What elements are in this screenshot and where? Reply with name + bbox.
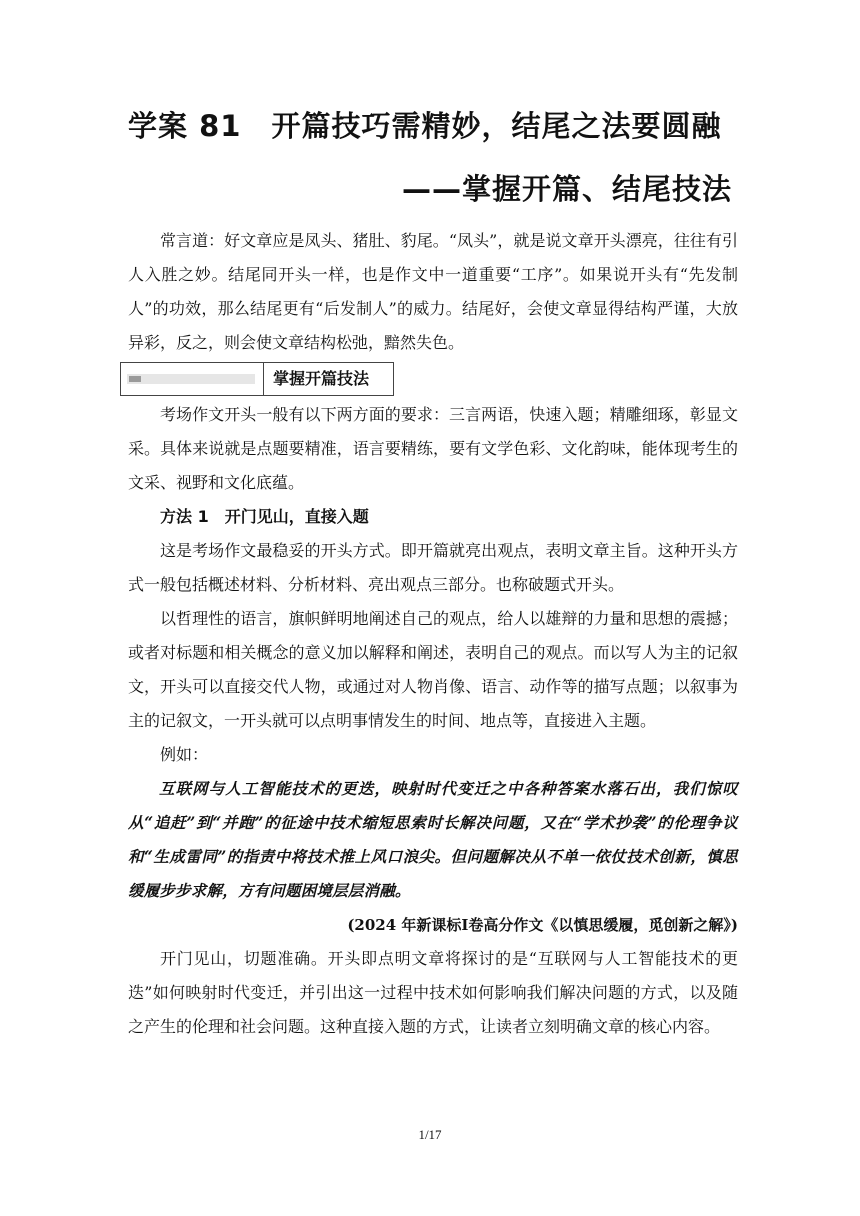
example-label: 例如：	[160, 745, 209, 764]
section-decor-bar	[127, 374, 255, 384]
page-subtitle: ——掌握开篇、结尾技法	[401, 172, 732, 206]
section-label: 掌握开篇技法	[273, 369, 370, 388]
document-body	[128, 224, 738, 1044]
method-paragraph-1: 这是考场作文最稳妥的开头方式。即开篇就亮出观点，表明文章主旨。这种开头方式一般包括概述材料、分析材料、亮出观点三部分。也称破题式开头。	[128, 541, 738, 594]
example-quote: 互联网与人工智能技术的更迭，映射时代变迁之中各种答案水落石出，我们惊叹从“追赶”到“并跑”的征途中技术缩短思索时长解决问题，又在“学术抄袭”的伦理争议和“生成雷同”的指责中将技术推上风口浪尖。但问题解决从不单一依仗技术创新，慎思缓履步步求解，方有问题困境层层消融。	[128, 779, 738, 900]
section-divider	[263, 363, 264, 395]
section-header	[120, 362, 394, 396]
example-source: (2024 年新课标Ⅰ卷高分作文《以慎思缓履，觅创新之解》)	[347, 916, 738, 934]
section-decor-mark	[129, 376, 141, 382]
page-title: 学案 81 开篇技巧需精妙，结尾之法要圆融	[128, 109, 722, 143]
method-paragraph-2: 以哲理性的语言，旗帜鲜明地阐述自己的观点，给人以雄辩的力量和思想的震撼；或者对标题和相关概念的意义加以解释和阐述，表明自己的观点。而以写人为主的记叙文，开头可以直接交代人物，或通过对人物肖像、语言、动作等的描写点题；以叙事为主的记叙文，一开头就可以点明事情发生的时间、地点等，直接进入主题。	[128, 609, 738, 730]
page-number: 1/17	[418, 1127, 442, 1142]
method-heading: 方法 1 开门见山，直接入题	[160, 507, 369, 526]
analysis-paragraph: 开门见山，切题准确。开头即点明文章将探讨的是“互联网与人工智能技术的更迭”如何映射时代变迁，并引出这一过程中技术如何影响我们解决问题的方式，以及随之产生的伦理和社会问题。这种直接入题的方式，让读者立刻明确文章的核心内容。	[128, 949, 738, 1036]
section-lead-paragraph: 考场作文开头一般有以下两方面的要求：三言两语，快速入题；精雕细琢，彰显文采。具体来说就是点题要精准，语言要精练，要有文学色彩、文化韵味，能体现考生的文采、视野和文化底蕴。	[128, 405, 738, 492]
intro-paragraph: 常言道：好文章应是凤头、猪肚、豹尾。“凤头”，就是说文章开头漂亮，往往有引人入胜之妙。结尾同开头一样，也是作文中一道重要“工序”。如果说开头有“先发制人”的功效，那么结尾更有“后发制人”的威力。结尾好，会使文章显得结构严谨，大放异彩，反之，则会使文章结构松弛，黯然失色。	[128, 231, 738, 352]
